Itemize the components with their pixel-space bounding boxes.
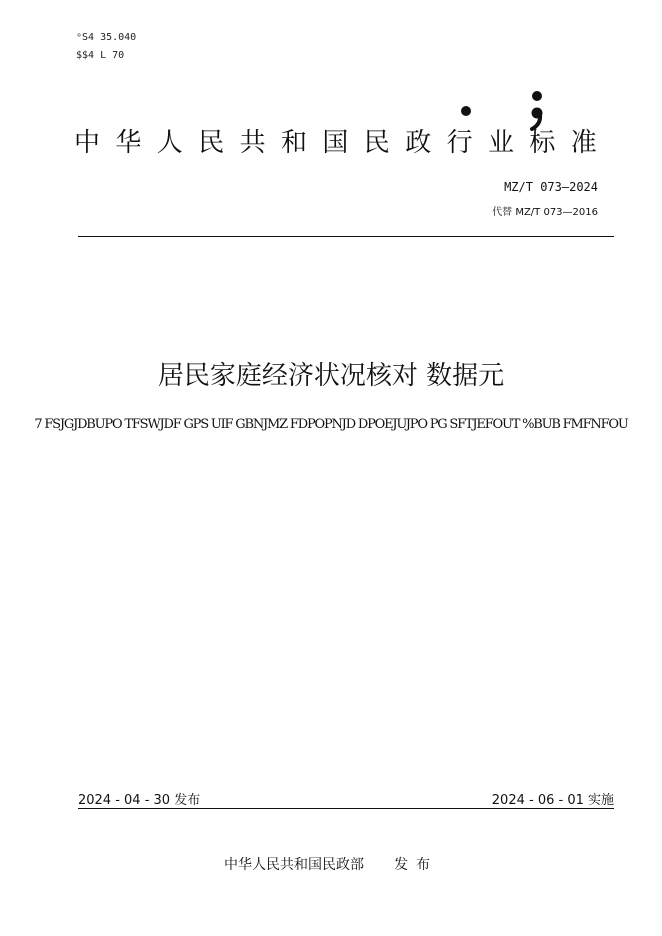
replaces-standard: 代替 MZ/T 073—2016 [492,207,598,218]
ics-code: ᵒS4 35.040 [76,32,137,43]
document-title-english: 7 FSJGJDBUPO TFSWJDF GPS UIF GBNJMZ FDPOPNJD DPOEJUJPO PG SFTJEFOUT %BUB FMFNFOU [34,417,628,432]
footer-divider [78,808,614,809]
ministry-logo-dots [456,91,548,131]
issuing-authority [0,854,662,874]
implementation-date: 2024 - 06 - 01 实施 [491,793,614,808]
header-divider [78,236,614,237]
publish-date: 2024 - 04 - 30 发布 [78,793,201,808]
document-title-chinese: 居民家庭经济状况核对 数据元 [157,361,505,391]
standard-number: MZ/T 073—2024 [504,180,598,194]
issue-verb: 发布 [394,857,438,873]
issuer-name: 中华人民共和国民政部 [224,857,364,873]
standard-category-title: 中华人民共和国民政行业标准 [74,128,613,158]
ccs-code: $$4 L 70 [76,50,125,61]
